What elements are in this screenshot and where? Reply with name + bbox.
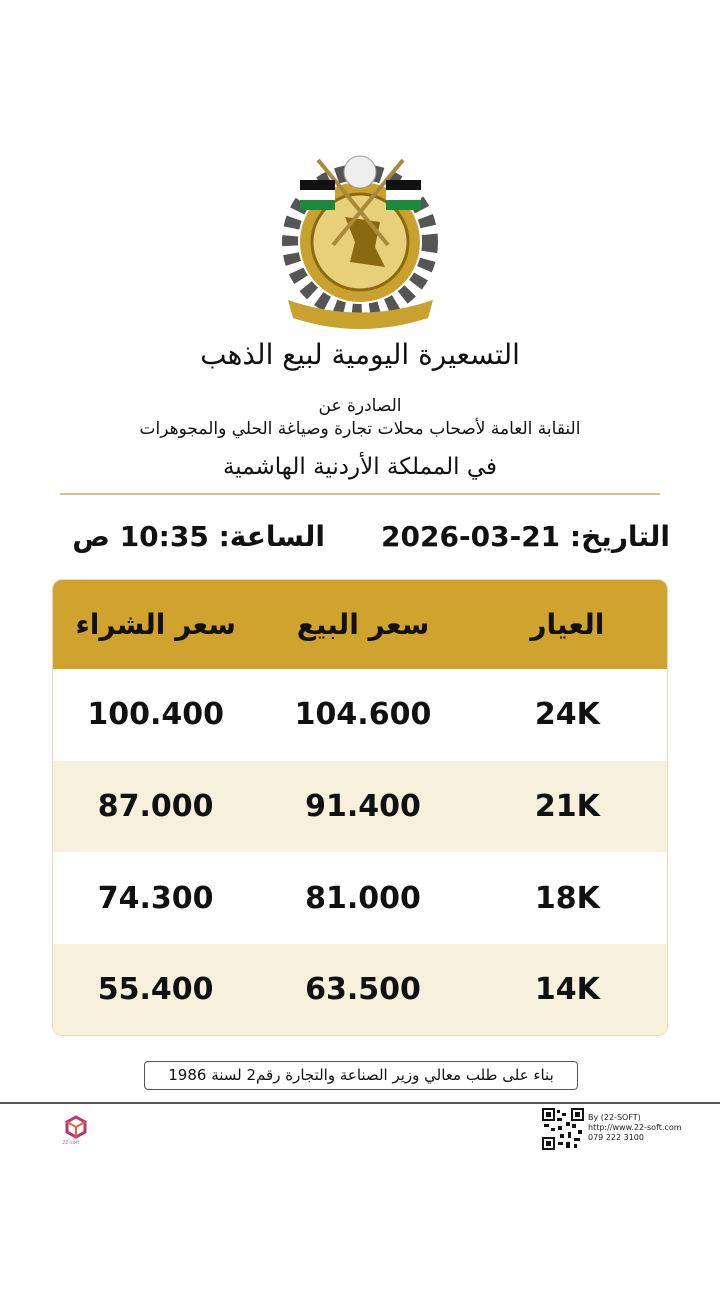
column-header-karat: العيار: [530, 608, 605, 641]
column-header-sell: سعر البيع: [296, 608, 430, 641]
developer-url[interactable]: http://www.22-soft.com: [588, 1123, 682, 1132]
sell-price-cell: 63.500: [305, 972, 421, 1008]
table-header: [53, 580, 667, 669]
ministry-note: بناء على طلب معالي وزير الصناعة والتجارة رقم2 لسنة 1986: [144, 1061, 578, 1090]
buy-price-cell: 87.000: [97, 789, 214, 825]
footer-divider: [0, 1102, 720, 1104]
karat-cell: 18K: [534, 880, 600, 916]
karat-cell: 21K: [534, 789, 600, 825]
buy-price-cell: 100.400: [87, 697, 224, 733]
divider: [60, 493, 660, 495]
buy-price-cell: 55.400: [97, 972, 214, 1008]
date: [380, 520, 670, 553]
date-label: التاريخ:: [569, 520, 670, 553]
time-value: 10:35 ص: [72, 520, 209, 553]
logo-caption: 22-soft: [62, 1140, 80, 1146]
issued-by: الصادرة عن: [318, 396, 402, 416]
country-name: في المملكة الأردنية الهاشمية: [222, 454, 498, 480]
syndicate-logo: [278, 150, 443, 335]
time: [55, 520, 325, 553]
developer-name: By (22-SOFT): [588, 1113, 641, 1122]
buy-price-cell: 74.300: [97, 880, 214, 916]
column-header-buy: سعر الشراء: [75, 608, 236, 641]
date-value: 21-03-2026: [381, 520, 561, 553]
karat-cell: 24K: [534, 697, 600, 733]
table-row: [53, 669, 667, 761]
developer-info: [588, 1113, 682, 1143]
table-row: [53, 852, 667, 944]
table-row: [53, 761, 667, 853]
sell-price-cell: 81.000: [305, 880, 421, 916]
22-soft-logo-icon: [64, 1115, 88, 1139]
sell-price-cell: 91.400: [305, 789, 421, 825]
qr-code-icon: [542, 1108, 584, 1150]
time-label: الساعة:: [218, 520, 325, 553]
page-title: التسعيرة اليومية لبيع الذهب: [200, 338, 520, 371]
karat-cell: 14K: [534, 972, 600, 1008]
price-table: [52, 579, 668, 1036]
developer-phone: 079 222 3100: [588, 1133, 644, 1142]
table-row: [53, 944, 667, 1036]
sell-price-cell: 104.600: [294, 697, 432, 733]
organization-name: النقابة العامة لأصحاب محلات تجارة وصياغة الحلي والمجوهرات: [139, 419, 581, 439]
